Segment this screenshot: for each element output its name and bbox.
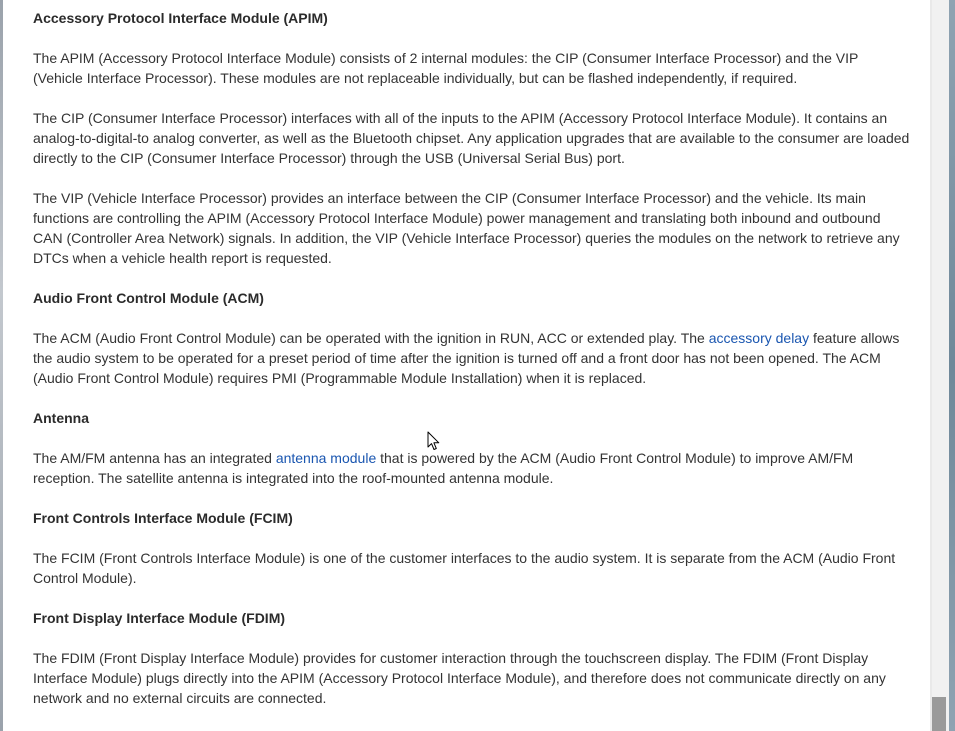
paragraph-acm-text-start: The ACM (Audio Front Control Module) can be operated with the ignition in RUN, ACC or extended play. The bbox=[33, 330, 709, 346]
paragraph-fdim: The FDIM (Front Display Interface Module) provides for customer interaction through the touchscreen display. The FDIM (Front Display Interface Module) plugs directly into the APIM (Accessory Protocol Interface Module), and therefore does not communicate directly on any network and no external circuits are connected. bbox=[33, 650, 886, 706]
window-right-edge bbox=[949, 0, 955, 731]
scrollbar-thumb[interactable] bbox=[932, 697, 946, 731]
paragraph-antenna bbox=[33, 448, 911, 488]
section-heading-antenna: Antenna bbox=[33, 410, 89, 426]
accessory-delay-link[interactable]: accessory delay bbox=[708, 330, 810, 346]
article-content bbox=[33, 8, 911, 708]
paragraph-acm-text-end: feature allows the audio system to be operated for a preset period of time after the ignition is turned off and a front door has not been opened. The ACM (Audio Front Control Module) requires PMI (Programmable Module Installation) when it is replaced. bbox=[33, 330, 900, 386]
paragraph-apim-overview: The APIM (Accessory Protocol Interface Module) consists of 2 internal modules: the CIP (Consumer Interface Processor) and the VIP (Vehicle Interface Processor). These modules are not replaceable individually, but can be flashed independently, if required. bbox=[33, 50, 859, 86]
paragraph-antenna-text-start: The AM/FM antenna has an integrated bbox=[33, 450, 276, 466]
paragraph-fcim: The FCIM (Front Controls Interface Module) is one of the customer interfaces to the audio system. It is separate from the ACM (Audio Front Control Module). bbox=[33, 550, 896, 586]
section-heading-apim: Accessory Protocol Interface Module (APIM) bbox=[33, 10, 328, 26]
vertical-scrollbar[interactable] bbox=[932, 0, 949, 731]
section-heading-acm: Audio Front Control Module (ACM) bbox=[33, 290, 264, 306]
section-heading-fdim: Front Display Interface Module (FDIM) bbox=[33, 610, 286, 626]
antenna-module-link[interactable]: antenna module bbox=[275, 450, 377, 466]
paragraph-acm bbox=[33, 328, 911, 388]
window-left-edge bbox=[0, 0, 3, 731]
paragraph-vip: The VIP (Vehicle Interface Processor) provides an interface between the CIP (Consumer Interface Processor) and the vehicle. Its main functions are controlling the APIM (Accessory Protocol Interface Module) power management and translating both inbound and outbound CAN (Controller Area Network) signals. In addition, the VIP (Vehicle Interface Processor) queries the modules on the network to retrieve any DTCs when a vehicle health report is requested. bbox=[33, 190, 900, 266]
paragraph-antenna-text-end: that is powered by the ACM (Audio Front Control Module) to improve AM/FM reception. The satellite antenna is integrated into the roof-mounted antenna module. bbox=[33, 450, 854, 486]
paragraph-cip: The CIP (Consumer Interface Processor) interfaces with all of the inputs to the APIM (Accessory Protocol Interface Module). It contains an analog-to-digital-to analog converter, as well as the Bluetooth chipset. Any application upgrades that are available to the consumer are loaded directly to the CIP (Consumer Interface Processor) through the USB (Universal Serial Bus) port. bbox=[33, 110, 910, 166]
section-heading-fcim: Front Controls Interface Module (FCIM) bbox=[33, 510, 293, 526]
mouse-pointer-icon bbox=[427, 431, 441, 451]
